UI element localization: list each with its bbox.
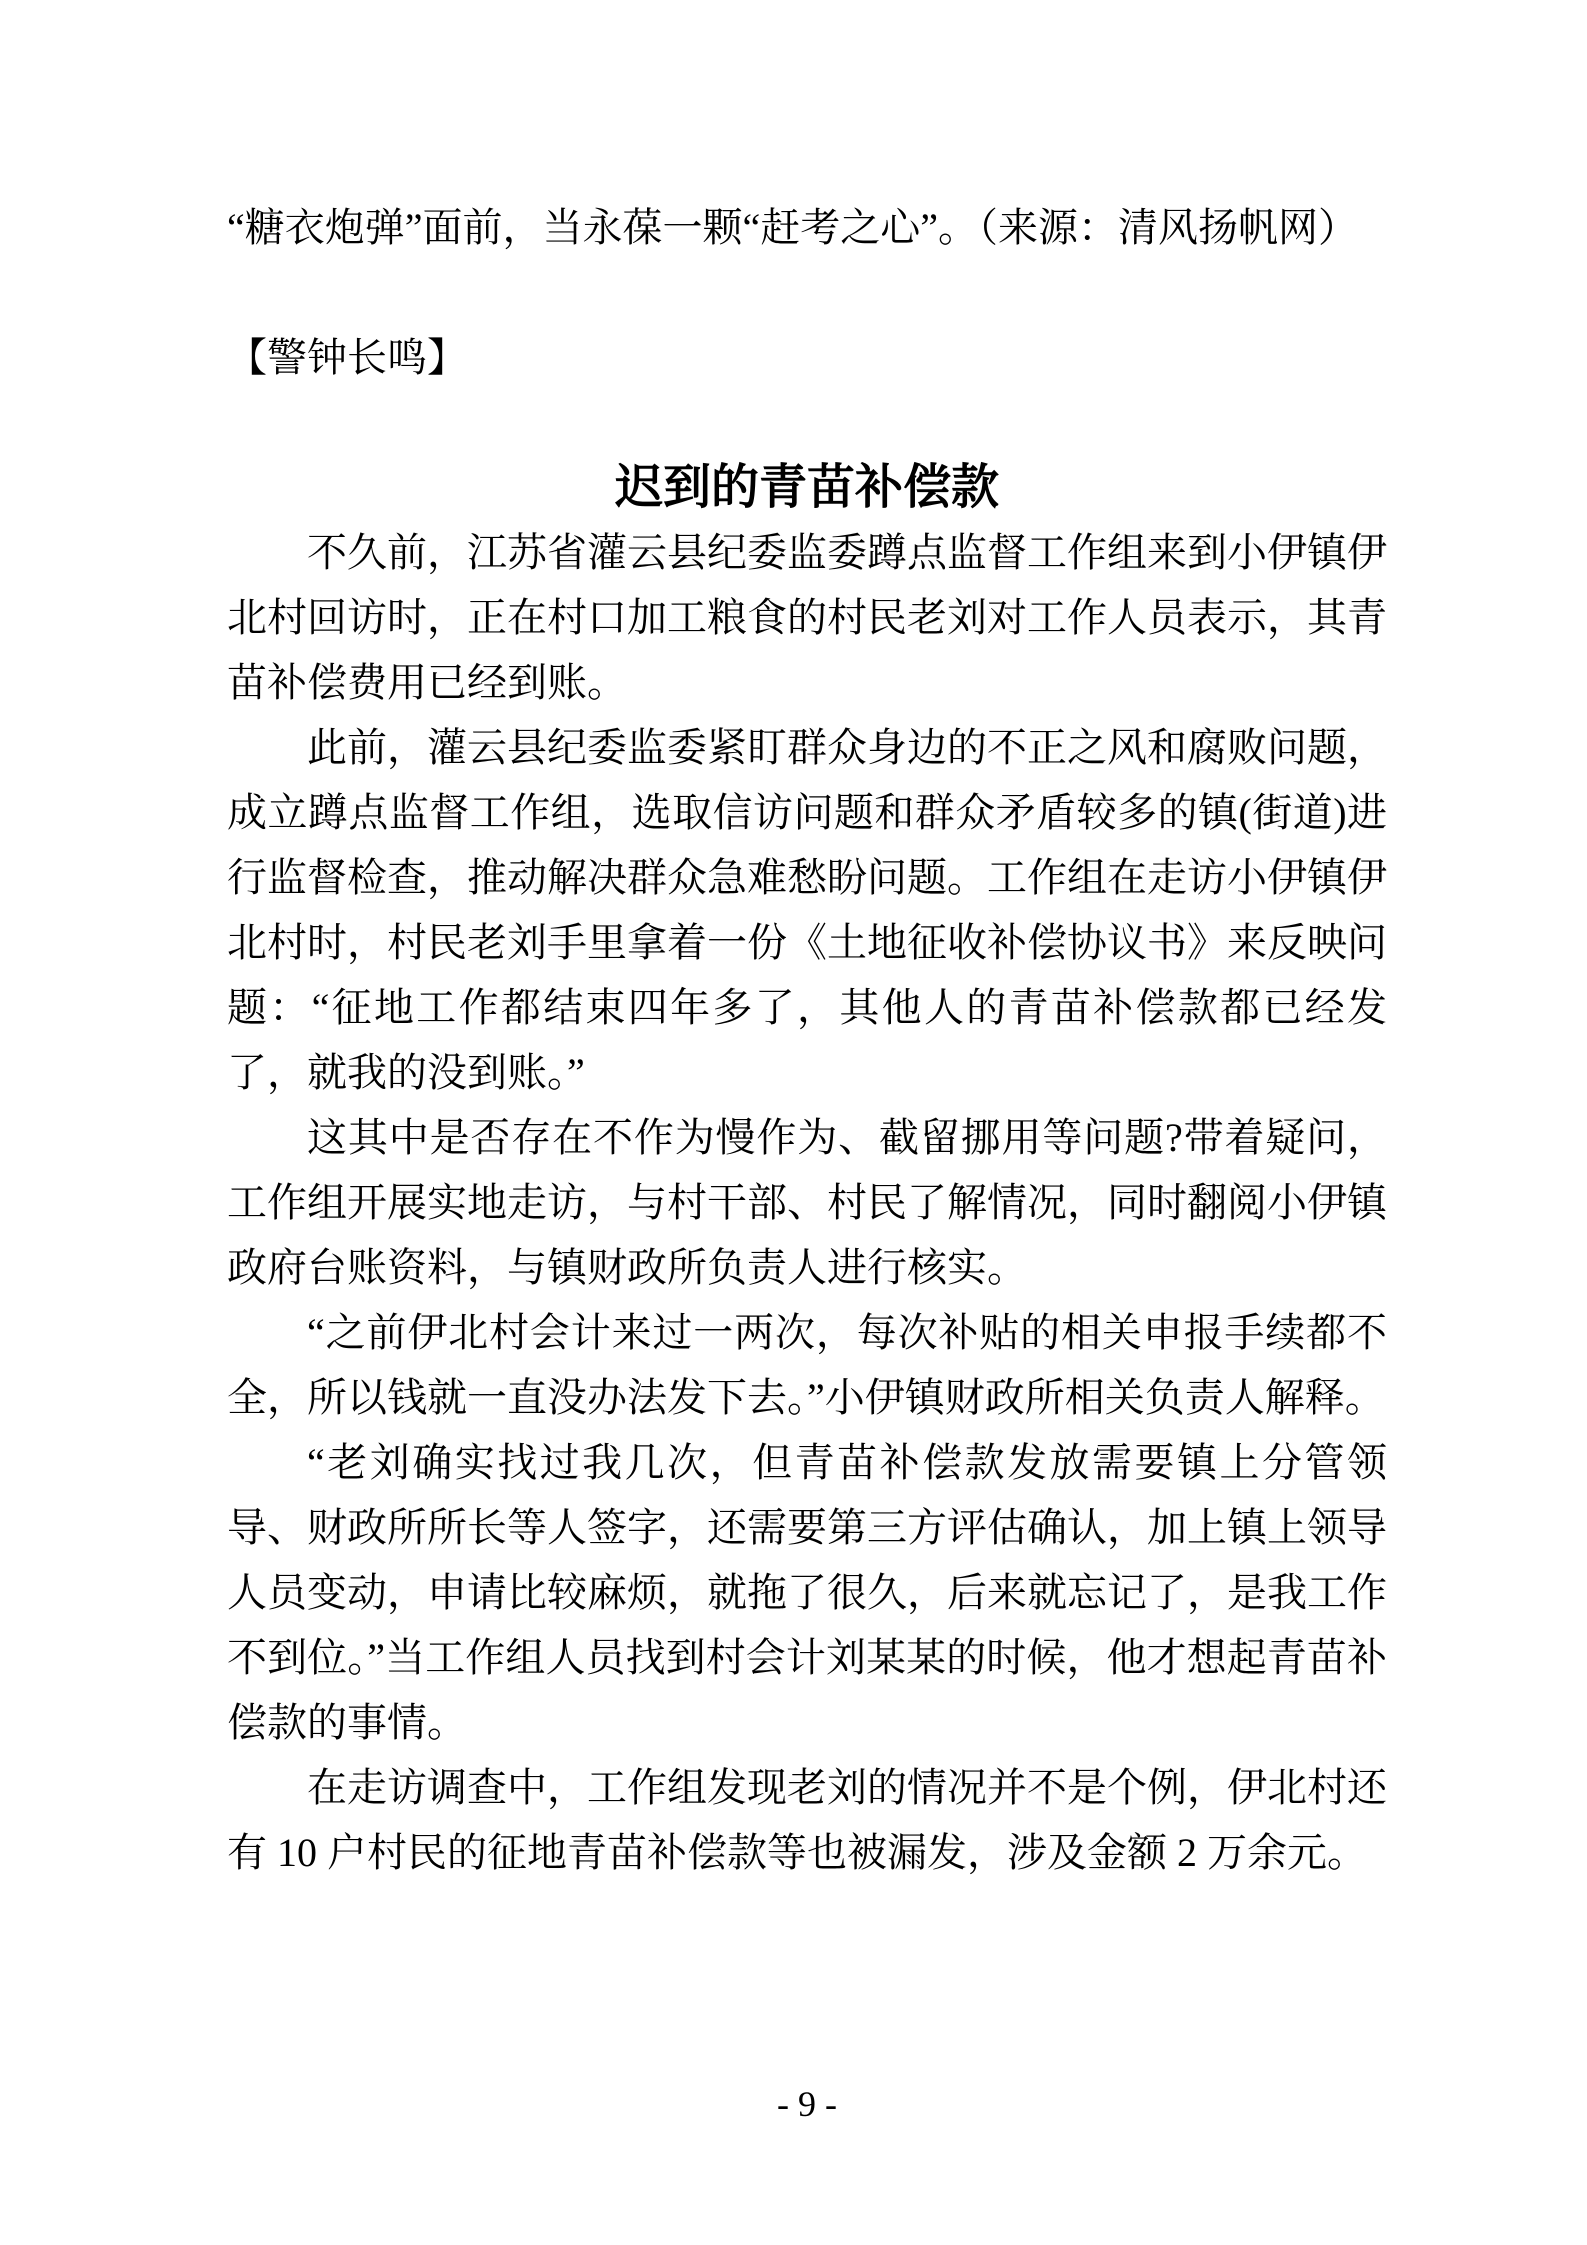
paragraph: 这其中是否存在不作为慢作为、截留挪用等问题?带着疑问，工作组开展实地走访，与村干部、村民了解情况，同时翻阅小伊镇政府台账资料，与镇财政所负责人进行核实。 <box>227 1115 1387 1290</box>
page-content <box>227 195 1387 1885</box>
article-body <box>227 520 1387 1885</box>
column-section-header: 【警钟长鸣】 <box>227 335 467 380</box>
paragraph: 不久前，江苏省灌云县纪委监委蹲点监督工作组来到小伊镇伊北村回访时，正在村口加工粮食的村民老刘对工作人员表示，其青苗补偿费用已经到账。 <box>227 530 1387 705</box>
paragraph: “老刘确实找过我几次，但青苗补偿款发放需要镇上分管领导、财政所所长等人签字，还需要第三方评估确认，加上镇上领导人员变动，申请比较麻烦，就拖了很久，后来就忘记了，是我工作不到位。”当工作组人员找到村会计刘某某的时候，他才想起青苗补偿款的事情。 <box>227 1440 1387 1745</box>
article-title: 迟到的青苗补偿款 <box>614 461 999 514</box>
paragraph: “之前伊北村会计来过一两次，每次补贴的相关申报手续都不全，所以钱就一直没办法发下去。”小伊镇财政所相关负责人解释。 <box>227 1310 1387 1420</box>
page-number: - 9 - <box>777 2084 837 2124</box>
paragraph: 在走访调查中，工作组发现老刘的情况并不是个例，伊北村还有 10 户村民的征地青苗补偿款等也被漏发，涉及金额 2 万余元。 <box>227 1765 1387 1875</box>
paragraph: 此前，灌云县纪委监委紧盯群众身边的不正之风和腐败问题，成立蹲点监督工作组，选取信访问题和群众矛盾较多的镇(街道)进行监督检查，推动解决群众急难愁盼问题。工作组在走访小伊镇伊北村时，村民老刘手里拿着一份《土地征收补偿协议书》来反映问题：“征地工作都结束四年多了，其他人的青苗补偿款都已经发了，就我的没到账。” <box>227 725 1387 1095</box>
continuation-paragraph: “糖衣炮弹”面前，当永葆一颗“赶考之心”。（来源：清风扬帆网） <box>227 205 1359 250</box>
